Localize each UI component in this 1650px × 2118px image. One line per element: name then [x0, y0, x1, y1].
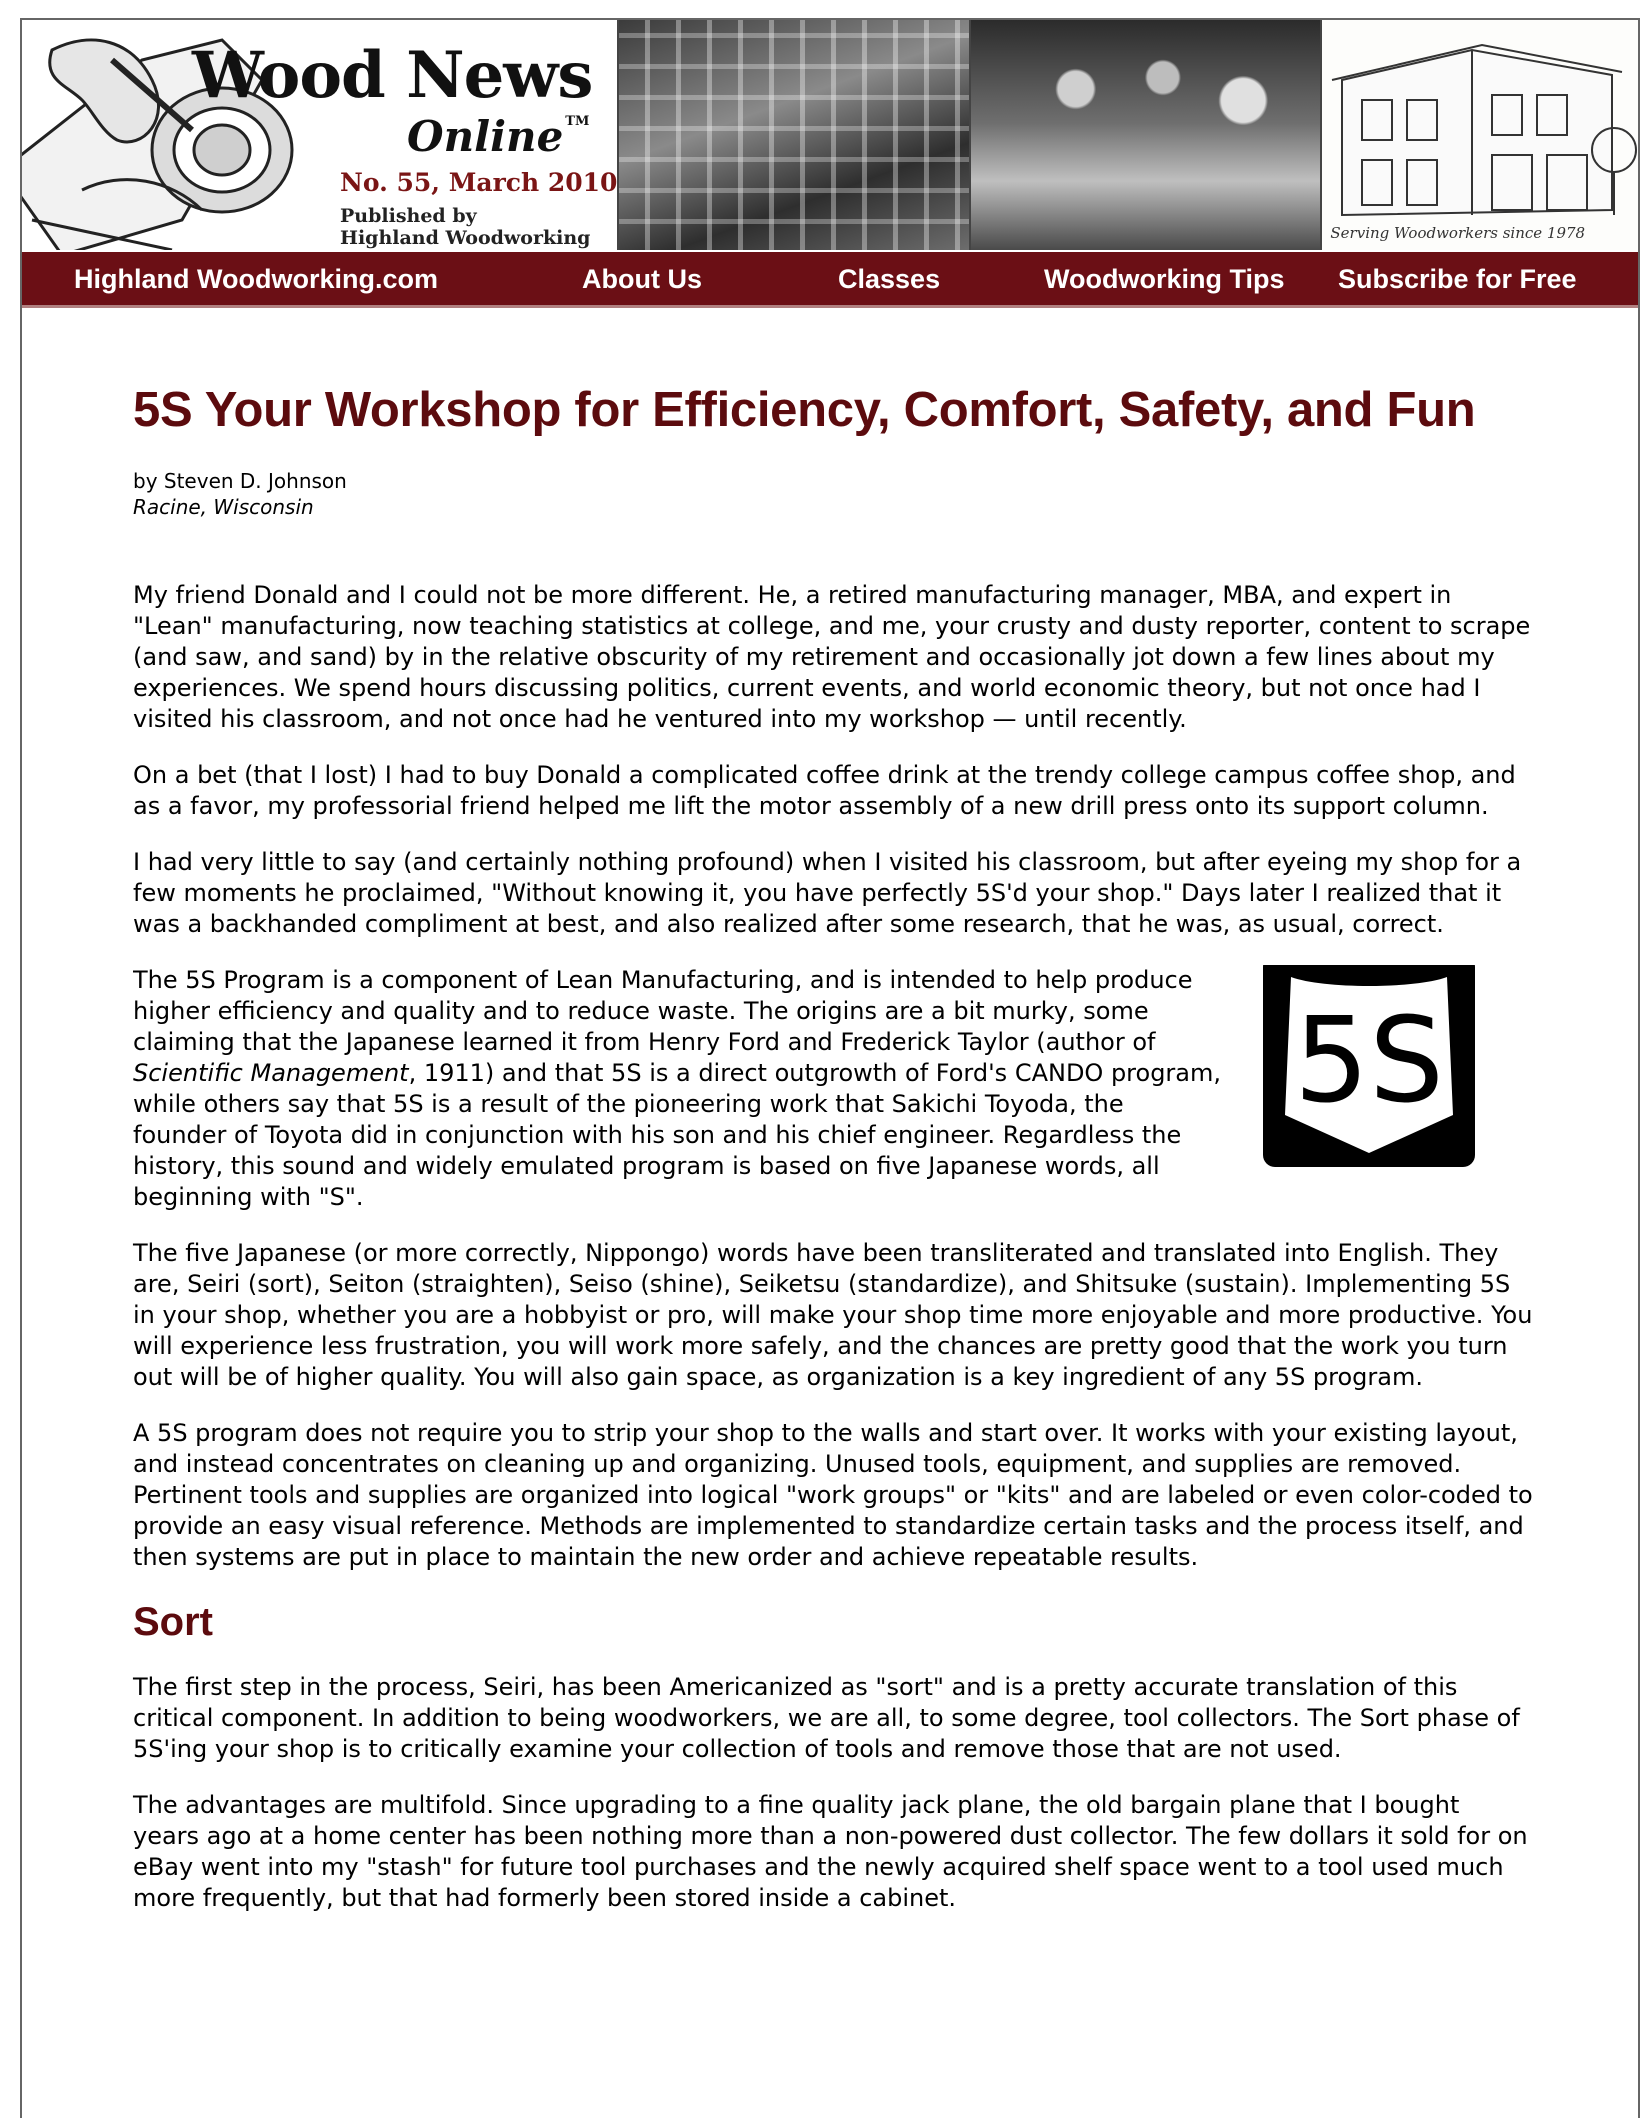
paragraph-7: The first step in the process, Seiri, has been Americanized as "sort" and is a pretty accurate translation of this critical component. In addition to being woodworkers, we are all, to some degree, tool collectors. The Sort phase of 5S'ing your shop is to critically examine your collection of tools and remove those that are not used.	[133, 1673, 1520, 1763]
5s-shield-text: 5S	[1294, 991, 1444, 1129]
paragraph-5: The five Japanese (or more correctly, Nippongo) words have been transliterated and translated into English. They are, Seiri (sort), Seiton (straighten), Seiso (shine), Seiketsu (standardize), and Shitsuke (sustain). Implementing 5S in your shop, whether you are a hobbyist or pro, will make your shop time more enjoyable and more productive. You will experience less frustration, you will work more safely, and the chances are pretty good that the work you turn out will be of higher quality. You will also gain space, as organization is a key ingredient of any 5S program.	[133, 1239, 1533, 1391]
paragraph-1: My friend Donald and I could not be more different. He, a retired manufacturing manager, MBA, and expert in "Lean" manufacturing, now teaching statistics at college, and me, your crusty and dusty reporter, content to scrape (and saw, and sand) by in the relative obscurity of my retirement and occasionally jot down a few lines about my experiences. We spend hours discussing politics, current events, and world economic theory, but not once had I visited his classroom, and not once had he ventured into my workshop — until recently.	[133, 581, 1531, 733]
nav-highland-woodworking[interactable]: Highland Woodworking.com	[74, 264, 438, 294]
paragraph-2: On a bet (that I lost) I had to buy Donald a complicated coffee drink at the trendy college campus coffee shop, and as a favor, my professorial friend helped me lift the motor assembly of a new drill press onto its support column.	[133, 761, 1516, 820]
article-location: Racine, Wisconsin	[133, 495, 314, 519]
intro-5s-section	[133, 965, 1533, 1238]
section-heading-sort: Sort	[133, 1600, 213, 1644]
masthead-subtitle	[407, 112, 589, 161]
5s-shield-icon	[1263, 965, 1475, 1167]
storefront-sketch-art	[1322, 20, 1638, 250]
paragraph-4-part-b: , 1911) and that 5S is a direct outgrowth of Ford's CANDO program, while others say that 5S is a result of the pioneering work that Sakichi Toyoda, the founder of Toyota did in conjunction with his son and his chief engineer. Regardless the history, this sound and widely emulated program is based on five Japanese words, all beginning with "S".	[133, 1059, 1222, 1211]
article-title: 5S Your Workshop for Efficiency, Comfort, Safety, and Fun	[133, 383, 1476, 437]
workshop-photo-1	[619, 20, 971, 250]
article-author: by Steven D. Johnson	[133, 469, 347, 493]
book-title: Scientific Management	[133, 1059, 409, 1087]
issue-number: No. 55, March 2010	[340, 168, 618, 197]
nav-subscribe[interactable]: Subscribe for Free	[1338, 264, 1577, 294]
nav-about-us[interactable]: About Us	[582, 264, 702, 294]
site-banner	[22, 20, 1638, 250]
nav-woodworking-tips[interactable]: Woodworking Tips	[1044, 264, 1285, 294]
paragraph-4-part-a: The 5S Program is a component of Lean Manufacturing, and is intended to help produce higher efficiency and quality and to reduce waste. The origins are a bit murky, some claiming that the Japanese learned it from Henry Ford and Frederick Taylor (author of	[133, 966, 1193, 1056]
publisher-line-2: Highland Woodworking	[340, 227, 591, 249]
workshop-photo-2	[971, 20, 1323, 250]
trademark-mark: TM	[565, 114, 590, 129]
paragraph-8: The advantages are multifold. Since upgrading to a fine quality jack plane, the old bargain plane that I bought years ago at a home center has been nothing more than a non-powered dust collector. The few dollars it sold for on eBay went into my "stash" for future tool purchases and the newly acquired shelf space went to a tool used much more frequently, but that had formerly been stored inside a cabinet.	[133, 1791, 1528, 1912]
paragraph-6: A 5S program does not require you to strip your shop to the walls and start over. It works with your existing layout, and instead concentrates on cleaning up and organizing. Unused tools, equipment, and supplies are removed. Pertinent tools and supplies are organized into logical "work groups" or "kits" and are labeled or even color-coded to provide an easy visual reference. Methods are implemented to standardize certain tasks and the process itself, and then systems are put in place to maintain the new order and achieve repeatable results.	[133, 1419, 1533, 1571]
sketch-caption: Serving Woodworkers since 1978	[1330, 224, 1586, 242]
paragraph-3: I had very little to say (and certainly nothing profound) when I visited his classroom, but after eyeing my shop for a few moments he proclaimed, "Without knowing it, you have perfectly 5S'd your shop." Days later I realized that it was a backhanded compliment at best, and also realized after some research, that he was, as usual, correct.	[133, 848, 1522, 938]
masthead-logo[interactable]	[22, 20, 619, 250]
nav-classes[interactable]: Classes	[838, 264, 941, 294]
publisher-line-1: Published by	[340, 205, 477, 227]
article	[133, 380, 1533, 1939]
masthead-title: Wood News	[192, 38, 593, 113]
main-nav	[22, 252, 1638, 308]
masthead-online-text: Online	[407, 112, 564, 161]
storefront-sketch	[1322, 20, 1638, 250]
